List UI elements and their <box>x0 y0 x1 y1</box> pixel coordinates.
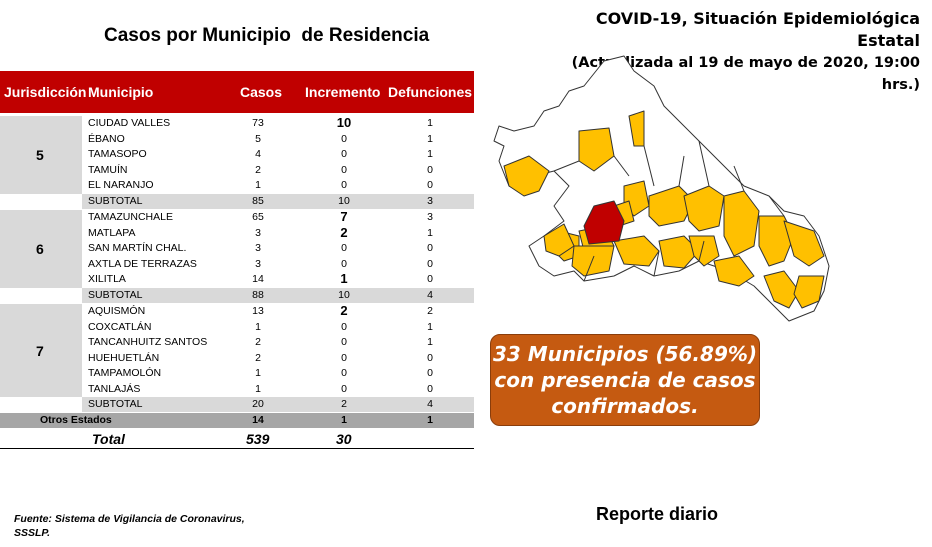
casos-cell: 4 <box>255 148 261 160</box>
casos-cell: 1 <box>255 320 261 333</box>
col-municipio: Municipio <box>88 84 154 100</box>
incremento-cell: 0 <box>341 351 347 364</box>
incremento-cell: 0 <box>341 148 347 160</box>
table-row <box>0 335 474 350</box>
defunciones-cell: 1 <box>427 117 433 129</box>
incremento-cell: 10 <box>336 115 352 130</box>
incremento-cell: 2 <box>340 224 348 240</box>
table-row <box>0 304 474 319</box>
subtotal-incremento: 10 <box>338 194 350 207</box>
source-line2: SSSLP. <box>14 527 50 539</box>
otros-estados-casos: 14 <box>252 413 264 426</box>
municipio-cell: SAN MARTÍN CHAL. <box>88 242 187 254</box>
incremento-cell: 0 <box>341 336 347 348</box>
incremento-cell: 2 <box>340 303 348 318</box>
municipio-cell: HUEHUETLÁN <box>88 351 160 364</box>
subtotal-casos: 85 <box>252 194 264 207</box>
table-row <box>0 226 474 241</box>
defunciones-cell: 0 <box>427 367 433 379</box>
table-row <box>0 257 474 272</box>
defunciones-cell: 3 <box>427 211 433 223</box>
defunciones-cell: 1 <box>427 132 433 145</box>
otros-estados-label: Otros Estados <box>40 413 112 426</box>
defunciones-cell: 0 <box>427 257 433 270</box>
source-line1: Fuente: Sistema de Vigilancia de Coronavirus, <box>14 513 245 525</box>
table-row <box>0 241 474 256</box>
table-row <box>0 366 474 381</box>
defunciones-cell: 0 <box>427 179 433 191</box>
incremento-cell: 0 <box>341 257 347 270</box>
casos-cell: 13 <box>252 305 264 317</box>
incremento-cell: 0 <box>341 132 347 145</box>
municipio-cell: TAMPAMOLÓN <box>88 367 162 379</box>
casos-cell: 3 <box>255 242 261 254</box>
subtotal-row <box>0 288 474 303</box>
defunciones-cell: 0 <box>427 273 433 285</box>
table-body <box>0 0 474 450</box>
subtotal-incremento: 10 <box>338 288 350 301</box>
municipio-cell: TAMAZUNCHALE <box>88 211 173 223</box>
total-casos: 539 <box>246 431 270 447</box>
col-jurisdiccion: Jurisdicción <box>4 84 87 100</box>
municipio-cell: TAMUÍN <box>88 163 128 176</box>
casos-cell: 2 <box>255 163 261 176</box>
subtotal-row <box>0 397 474 412</box>
total-row <box>0 430 474 449</box>
incremento-cell: 0 <box>341 320 347 333</box>
total-label: Total <box>92 431 125 447</box>
subtotal-casos: 20 <box>252 398 264 410</box>
callout-line3: confirmados. <box>551 394 699 418</box>
table-row <box>0 132 474 147</box>
subtotal-incremento: 2 <box>341 398 347 410</box>
municipio-cell: XILITLA <box>88 273 126 285</box>
otros-estados-row <box>0 413 474 428</box>
defunciones-cell: 0 <box>427 163 433 176</box>
table-row <box>0 147 474 162</box>
col-incremento: Incremento <box>305 84 381 100</box>
incremento-cell: 0 <box>341 179 347 191</box>
casos-cell: 1 <box>255 367 261 379</box>
jurisdiccion-number: 5 <box>36 146 44 163</box>
casos-cell: 3 <box>255 257 261 270</box>
total-incremento: 30 <box>336 431 352 447</box>
municipio-cell: MATLAPA <box>88 226 136 239</box>
table-row <box>0 210 474 225</box>
casos-cell: 1 <box>255 179 261 191</box>
defunciones-cell: 1 <box>427 336 433 348</box>
subtotal-label: SUBTOTAL <box>88 288 143 301</box>
subtotal-defunciones: 4 <box>427 398 433 410</box>
table-row <box>0 178 474 193</box>
subtotal-defunciones: 3 <box>427 194 433 207</box>
map-municipio <box>572 246 614 276</box>
otros-estados-defunciones: 1 <box>427 413 433 426</box>
table-row <box>0 320 474 335</box>
table-row <box>0 351 474 366</box>
report-label: Reporte diario <box>596 504 719 524</box>
municipio-cell: TANLAJÁS <box>88 382 141 395</box>
casos-cell: 2 <box>255 336 261 348</box>
col-casos: Casos <box>240 84 283 100</box>
casos-cell: 5 <box>255 132 261 145</box>
defunciones-cell: 1 <box>427 226 433 239</box>
casos-cell: 73 <box>252 117 264 129</box>
incremento-cell: 1 <box>340 271 348 286</box>
municipio-cell: CIUDAD VALLES <box>88 117 171 129</box>
defunciones-cell: 1 <box>427 320 433 333</box>
subtotal-casos: 88 <box>252 288 264 301</box>
report-title-line2: (Actualizada al 19 de mayo de 2020, 19:00 hrs.) <box>571 55 920 93</box>
casos-cell: 14 <box>252 273 264 285</box>
municipio-cell: COXCATLÁN <box>88 320 152 333</box>
casos-cell: 2 <box>255 351 261 364</box>
municipios-callout <box>490 334 760 426</box>
col-defunciones: Defunciones <box>388 84 473 100</box>
municipio-cell: ÉBANO <box>88 132 125 145</box>
table-title: Casos por Municipio de Residencia <box>104 25 430 46</box>
jurisdiccion-number: 6 <box>36 240 44 257</box>
incremento-cell: 0 <box>341 367 347 379</box>
defunciones-cell: 0 <box>427 351 433 364</box>
incremento-cell: 7 <box>340 209 348 224</box>
source-note <box>14 512 245 540</box>
defunciones-cell: 2 <box>427 305 433 317</box>
state-map <box>484 46 844 326</box>
subtotal-row <box>0 194 474 209</box>
defunciones-cell: 0 <box>427 242 433 254</box>
subtotal-label: SUBTOTAL <box>88 194 143 207</box>
municipio-cell: TAMASOPO <box>88 148 147 160</box>
casos-cell: 3 <box>255 226 261 239</box>
jurisdiccion-number: 7 <box>36 342 44 359</box>
callout-line2: con presencia de casos <box>494 368 756 392</box>
table-row <box>0 272 474 287</box>
casos-cell: 1 <box>255 382 261 395</box>
otros-estados-incremento: 1 <box>341 413 347 426</box>
municipio-cell: AQUISMÓN <box>88 305 146 317</box>
table-row <box>0 116 474 131</box>
municipio-cell: AXTLA DE TERRAZAS <box>88 257 197 270</box>
callout-line1: 33 Municipios (56.89%) <box>492 342 758 366</box>
subtotal-defunciones: 4 <box>427 288 433 301</box>
incremento-cell: 0 <box>341 242 347 254</box>
defunciones-cell: 1 <box>427 148 433 160</box>
table-row <box>0 382 474 397</box>
table-row <box>0 163 474 178</box>
casos-cell: 65 <box>252 211 264 223</box>
defunciones-cell: 0 <box>427 382 433 395</box>
subtotal-label: SUBTOTAL <box>88 398 143 410</box>
incremento-cell: 0 <box>341 382 347 395</box>
municipio-cell: TANCANHUITZ SANTOS <box>88 336 208 348</box>
municipio-cell: EL NARANJO <box>88 179 154 191</box>
incremento-cell: 0 <box>341 163 347 176</box>
report-title-line1: COVID-19, Situación Epidemiológica Estatal <box>595 9 920 50</box>
